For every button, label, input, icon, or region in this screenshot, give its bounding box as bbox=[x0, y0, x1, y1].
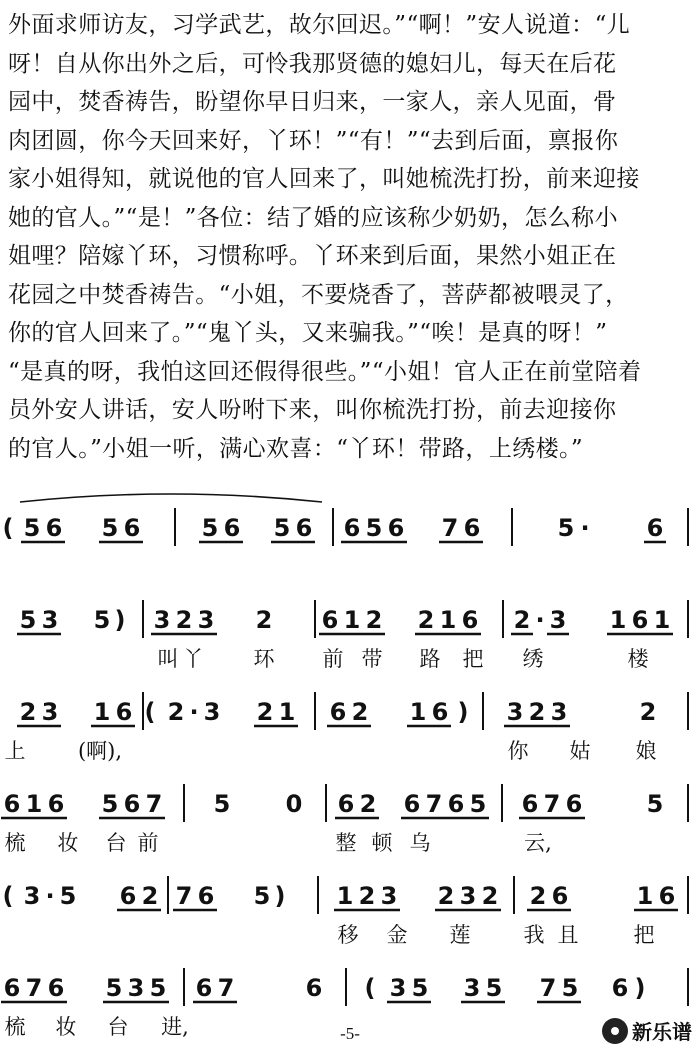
lyric-char: (啊), bbox=[77, 739, 123, 763]
note: 5 bbox=[485, 974, 503, 1002]
lyric-char: 妆 bbox=[57, 831, 79, 855]
prose-line: 家小姐得知，就说他的官人回来了，叫她梳洗打扮，前来迎接 bbox=[8, 166, 640, 192]
lyric-char: 进, bbox=[161, 1015, 189, 1039]
note: ) bbox=[114, 606, 126, 634]
note: 6 bbox=[611, 974, 629, 1002]
note: 7 bbox=[543, 790, 561, 818]
note: 1 bbox=[409, 698, 427, 726]
note: 2 bbox=[481, 882, 499, 910]
note: 6 bbox=[565, 790, 583, 818]
lyric-char: 环 bbox=[253, 647, 275, 671]
lyric-char: 云, bbox=[524, 831, 552, 855]
lyric-char: 前 bbox=[137, 831, 159, 855]
note: 1 bbox=[343, 606, 361, 634]
score-system bbox=[17, 600, 688, 671]
note: 3 bbox=[23, 882, 41, 910]
note: 7 bbox=[539, 974, 557, 1002]
note: 3 bbox=[127, 974, 145, 1002]
prose-line: 花园之中焚香祷告。“小姐，不要烧香了，菩萨都被喂灵了， bbox=[8, 281, 629, 308]
lyric-char: 你 bbox=[507, 739, 529, 763]
note: 6 bbox=[461, 606, 479, 634]
lyric-char: 娘 bbox=[635, 739, 657, 763]
note: · bbox=[535, 606, 545, 634]
note: 2 bbox=[417, 606, 435, 634]
note: 6 bbox=[295, 514, 313, 542]
note: 5 bbox=[19, 606, 37, 634]
note: 1 bbox=[278, 698, 296, 726]
record-disc-icon bbox=[602, 1018, 628, 1044]
lyric-row bbox=[338, 923, 655, 947]
lyric-char: 楼 bbox=[627, 647, 649, 671]
note: 3 bbox=[41, 606, 59, 634]
note: 6 bbox=[45, 514, 63, 542]
jianpu-score bbox=[0, 484, 700, 1044]
lyric-char: 妆 bbox=[55, 1015, 77, 1039]
note: · bbox=[580, 514, 590, 542]
note: 6 bbox=[329, 698, 347, 726]
lyric-char: 把 bbox=[462, 647, 484, 671]
note: 1 bbox=[609, 606, 627, 634]
note: 7 bbox=[441, 514, 459, 542]
note: ( bbox=[364, 974, 376, 1002]
note: 6 bbox=[47, 974, 65, 1002]
note: ( bbox=[144, 698, 156, 726]
note-row bbox=[1, 968, 688, 1006]
note: 6 bbox=[387, 514, 405, 542]
note: 2 bbox=[358, 882, 376, 910]
note: 1 bbox=[25, 790, 43, 818]
note: 0 bbox=[285, 790, 303, 818]
note: 2 bbox=[437, 882, 455, 910]
note: 6 bbox=[343, 514, 361, 542]
note: 5 bbox=[101, 790, 119, 818]
note: 6 bbox=[521, 790, 539, 818]
note: 5 bbox=[101, 514, 119, 542]
note: 6 bbox=[123, 514, 141, 542]
score-system bbox=[5, 692, 689, 763]
note-row bbox=[1, 784, 688, 822]
note: 7 bbox=[175, 882, 193, 910]
lyric-char: 台 bbox=[107, 1015, 129, 1039]
note: 3 bbox=[153, 606, 171, 634]
lyric-char: 姑 bbox=[569, 739, 591, 763]
note: 6 bbox=[463, 514, 481, 542]
score-staff bbox=[0, 484, 700, 1044]
note: 2 bbox=[639, 698, 657, 726]
slur-arc bbox=[20, 494, 322, 502]
note: 5 bbox=[213, 790, 231, 818]
lyric-char: 乌 bbox=[409, 831, 431, 855]
note: 5 bbox=[411, 974, 429, 1002]
note: 1 bbox=[93, 698, 111, 726]
note: 5 bbox=[646, 790, 664, 818]
note: 6 bbox=[551, 882, 569, 910]
note: 6 bbox=[197, 882, 215, 910]
lyric-char: 上 bbox=[4, 739, 26, 763]
note-row bbox=[3, 508, 688, 546]
prose-line: “是真的呀，我怕这回还假得很些。”“小姐！官人正在前堂陪着 bbox=[8, 358, 642, 385]
lyric-char: 莲 bbox=[449, 923, 471, 947]
note: 2 bbox=[351, 698, 369, 726]
lyric-char: 带 bbox=[361, 647, 383, 671]
note: 3 bbox=[41, 698, 59, 726]
note: 3 bbox=[550, 698, 568, 726]
lyric-char: 叫 bbox=[157, 647, 179, 671]
note: ) bbox=[457, 698, 469, 726]
note: 6 bbox=[123, 790, 141, 818]
note: 5 bbox=[23, 514, 41, 542]
lyric-char: 梳 bbox=[4, 831, 26, 855]
note: ( bbox=[2, 514, 14, 542]
prose-line: 肉团圆，你今天回来好，丫环！”“有！”“去到后面，禀报你 bbox=[8, 127, 619, 154]
prose-line: 姐哩？陪嫁丫环，习惯称呼。丫环来到后面，果然小姐正在 bbox=[8, 243, 617, 269]
note: 3 bbox=[203, 698, 221, 726]
note: 3 bbox=[459, 882, 477, 910]
note: 1 bbox=[636, 882, 654, 910]
note: 5 bbox=[253, 882, 271, 910]
note: 6 bbox=[115, 698, 133, 726]
prose-line: 你的官人回来了。”“鬼丫头，又来骗我。”“唉！是真的呀！” bbox=[8, 320, 608, 346]
note: ) bbox=[634, 974, 646, 1002]
lyric-row bbox=[5, 739, 657, 763]
note: 6 bbox=[403, 790, 421, 818]
prose-line: 园中，焚香祷告，盼望你早日归来，一家人，亲人见面，骨 bbox=[8, 89, 617, 115]
note: 5 bbox=[469, 790, 487, 818]
note: 6 bbox=[3, 974, 21, 1002]
lyric-char: 我 bbox=[523, 923, 545, 947]
lyric-char: 整 bbox=[335, 831, 357, 855]
note: 6 bbox=[658, 882, 676, 910]
lyric-char: 把 bbox=[633, 923, 655, 947]
score-system bbox=[3, 508, 688, 546]
note: 6 bbox=[321, 606, 339, 634]
note: 2 bbox=[529, 882, 547, 910]
note: 5 bbox=[365, 514, 383, 542]
note: 1 bbox=[439, 606, 457, 634]
note: 2 bbox=[167, 698, 185, 726]
note: 5 bbox=[149, 974, 167, 1002]
note: 2 bbox=[255, 606, 273, 634]
note: 5 bbox=[93, 606, 111, 634]
note: 3 bbox=[463, 974, 481, 1002]
note: 7 bbox=[217, 974, 235, 1002]
note: 2 bbox=[19, 698, 37, 726]
prose-line: 外面求师访友，习学武艺，故尔回迟。”“啊！”安人说道：“儿 bbox=[8, 12, 631, 38]
note: 6 bbox=[631, 606, 649, 634]
lyric-char: 绣 bbox=[522, 647, 544, 671]
note: 5 bbox=[59, 882, 77, 910]
lyric-char: 丫 bbox=[182, 647, 204, 671]
note: 2 bbox=[513, 606, 531, 634]
note: 3 bbox=[197, 606, 215, 634]
note: · bbox=[45, 882, 55, 910]
note: 2 bbox=[365, 606, 383, 634]
prose-line: 呀！自从你出外之后，可怜我那贤德的媳妇儿，每天在后花 bbox=[8, 50, 617, 77]
score-system bbox=[3, 876, 688, 947]
note: 6 bbox=[47, 790, 65, 818]
note-row bbox=[3, 876, 688, 914]
note: 2 bbox=[528, 698, 546, 726]
note: 6 bbox=[447, 790, 465, 818]
note: ( bbox=[2, 882, 14, 910]
prose-text bbox=[8, 6, 694, 468]
page-number: -5- bbox=[340, 1024, 360, 1043]
note: 1 bbox=[336, 882, 354, 910]
note: 5 bbox=[201, 514, 219, 542]
prose-line: 员外安人讲话，安人吩咐下来，叫你梳洗打扮，前去迎接你 bbox=[8, 397, 617, 423]
note: 3 bbox=[506, 698, 524, 726]
note-row bbox=[17, 692, 688, 730]
lyric-char: 前 bbox=[322, 647, 344, 671]
note: 6 bbox=[646, 514, 664, 542]
lyric-row bbox=[158, 647, 650, 671]
note: 2 bbox=[175, 606, 193, 634]
note: 2 bbox=[256, 698, 274, 726]
note: 1 bbox=[653, 606, 671, 634]
note: 6 bbox=[223, 514, 241, 542]
prose-line: 的官人。”小姐一听，满心欢喜：“丫环！带路，上绣楼。” bbox=[8, 435, 584, 462]
note: 5 bbox=[561, 974, 579, 1002]
note: 5 bbox=[557, 514, 575, 542]
note: 3 bbox=[389, 974, 407, 1002]
watermark-text: 新乐谱 bbox=[632, 1020, 692, 1044]
note: 6 bbox=[431, 698, 449, 726]
lyric-char: 且 bbox=[557, 923, 579, 947]
note: 3 bbox=[549, 606, 567, 634]
lyric-char: 金 bbox=[386, 923, 408, 947]
note: 6 bbox=[3, 790, 21, 818]
lyric-char: 台 bbox=[105, 831, 127, 855]
prose-line: 她的官人。”“是！”各位：结了婚的应该称少奶奶，怎么称小 bbox=[8, 204, 618, 231]
note: 7 bbox=[25, 974, 43, 1002]
note-row bbox=[17, 600, 688, 638]
note: 6 bbox=[337, 790, 355, 818]
note: 6 bbox=[305, 974, 323, 1002]
score-system bbox=[1, 784, 688, 855]
note: 6 bbox=[195, 974, 213, 1002]
note: 7 bbox=[425, 790, 443, 818]
lyric-char: 梳 bbox=[4, 1015, 26, 1039]
note: 3 bbox=[380, 882, 398, 910]
note: 7 bbox=[145, 790, 163, 818]
note: 2 bbox=[141, 882, 159, 910]
note: 5 bbox=[105, 974, 123, 1002]
lyric-char: 路 bbox=[419, 647, 441, 671]
note: ) bbox=[274, 882, 286, 910]
note: 6 bbox=[119, 882, 137, 910]
lyric-char: 顿 bbox=[371, 831, 393, 855]
lyric-row bbox=[5, 831, 552, 855]
note: · bbox=[189, 698, 199, 726]
note: 2 bbox=[359, 790, 377, 818]
watermark bbox=[602, 1016, 692, 1045]
lyric-char: 移 bbox=[337, 923, 359, 947]
note: 5 bbox=[273, 514, 291, 542]
